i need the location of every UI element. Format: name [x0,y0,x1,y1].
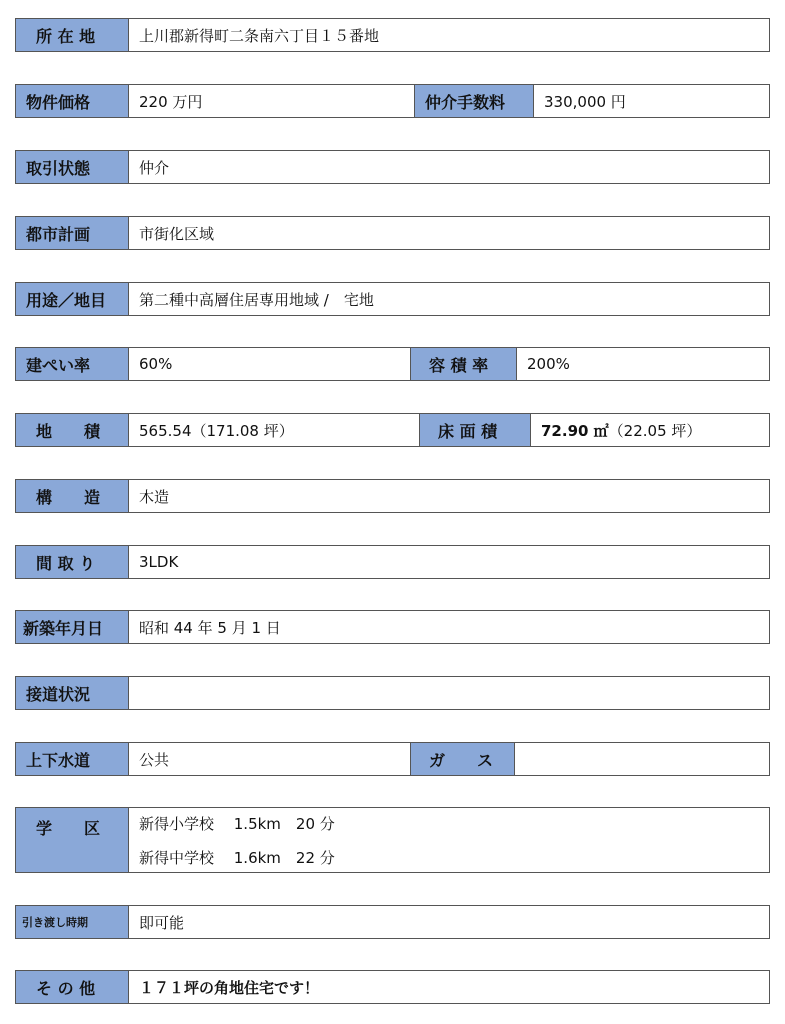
structure-value: 木造 [139,487,170,506]
other-row [15,970,770,1004]
land-area-label: 地 積 [16,414,129,446]
road-row [15,676,770,710]
city-plan-label: 都市計画 [16,217,129,249]
structure-label: 構 造 [16,480,129,512]
price-label: 物件価格 [16,85,129,117]
floor-area-label: 床 面 積 [419,414,531,446]
road-value [129,677,769,709]
city-plan-row [15,216,770,250]
school-junior-high: 新得中学校 1.6km 22 分 [139,848,335,867]
commission-label: 仲介手数料 [414,85,534,117]
water-value: 公共 [139,750,170,769]
road-label: 接道状況 [16,677,129,709]
school-value [129,808,769,872]
floor-ratio-value: 200% [527,355,570,373]
use-label: 用途／地目 [16,283,129,315]
commission-value: 330,000 円 [544,92,626,111]
layout-value: 3LDK [139,553,179,571]
price-value: 220 万円 [139,92,203,111]
built-row [15,610,770,644]
location-row [15,18,770,52]
other-label: そ の 他 [16,971,129,1003]
location-label: 所 在 地 [16,19,129,51]
floor-ratio-label: 容 積 率 [410,348,517,380]
land-area-value: 565.54（171.08 坪） [139,421,294,440]
school-label: 学 区 [16,808,129,872]
transaction-value: 仲介 [139,158,170,177]
transaction-row [15,150,770,184]
transaction-label: 取引状態 [16,151,129,183]
gas-label: ガ ス [410,743,515,775]
gas-value [515,743,769,775]
coverage-value: 60% [139,355,173,373]
coverage-row [15,347,770,381]
use-row [15,282,770,316]
use-value: 第二種中高層住居専用地域 / 宅地 [139,290,374,309]
school-elementary: 新得小学校 1.5km 20 分 [139,814,335,833]
layout-row [15,545,770,579]
water-row [15,742,770,776]
land-area-row [15,413,770,447]
layout-label: 間 取 り [16,546,129,578]
structure-row [15,479,770,513]
handover-label: 引き渡し時期 [16,906,129,938]
built-label: 新築年月日 [16,611,129,643]
handover-value: 即可能 [139,913,185,932]
price-row [15,84,770,118]
built-value: 昭和 44 年 5 月 1 日 [139,618,281,637]
handover-row [15,905,770,939]
location-value: 上川郡新得町二条南六丁目１５番地 [139,26,380,45]
coverage-label: 建ぺい率 [16,348,129,380]
floor-area-sqm: 72.90 ㎡ [541,421,609,440]
city-plan-value: 市街化区域 [139,224,215,243]
school-row [15,807,770,873]
floor-area-value [531,414,769,446]
floor-area-tsubo: （22.05 坪） [608,421,702,440]
water-label: 上下水道 [16,743,129,775]
other-value: １７１坪の角地住宅です！ [139,978,320,997]
